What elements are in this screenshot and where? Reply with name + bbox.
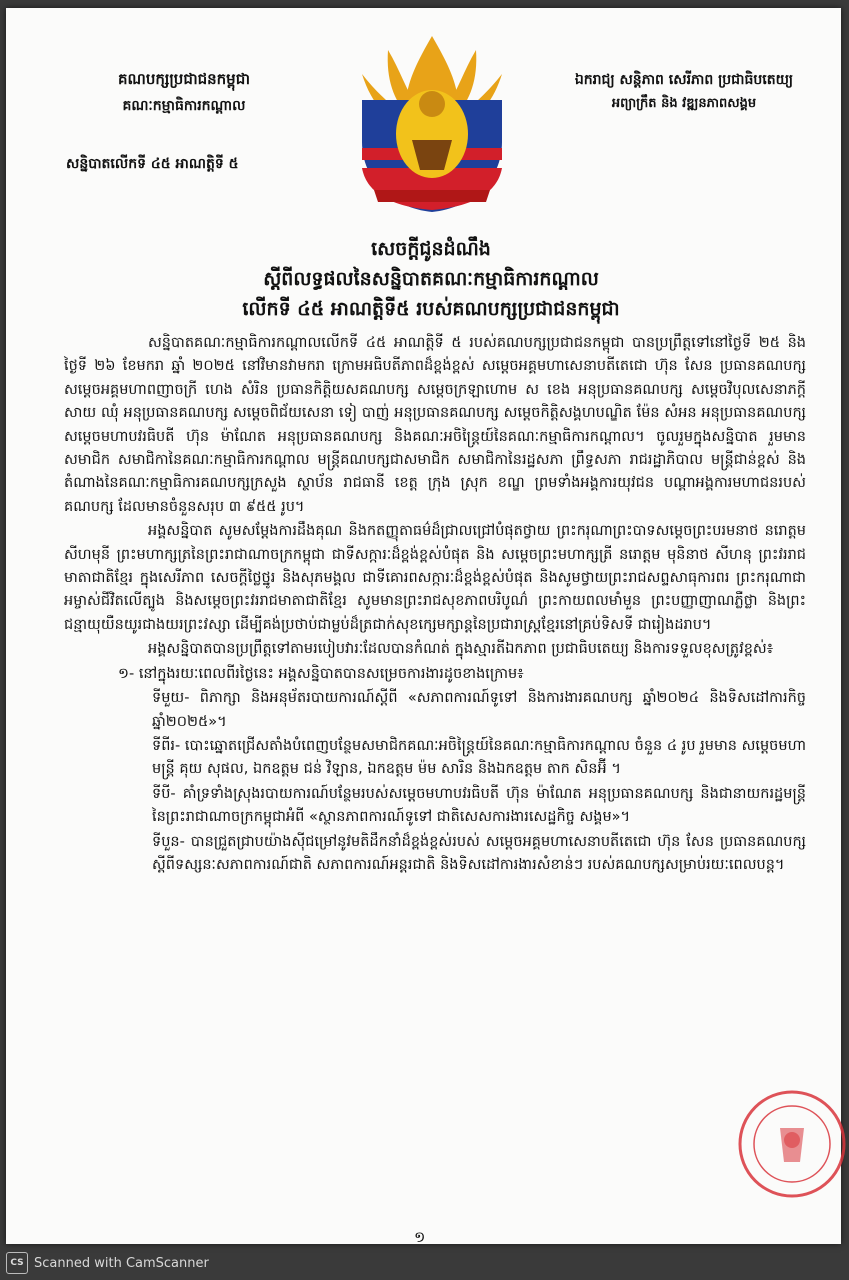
motto-line-1: ឯករាជ្យ សន្តិភាព សេរីភាព ប្រជាធិបតេយ្យ	[574, 72, 794, 88]
list-item-1: ១- នៅក្នុងរយៈពេលពីរថ្ងៃនេះ អង្គសន្និបាតបានសម្រេចការងារដូចខាងក្រោម៖	[118, 665, 524, 682]
motto-line-2: អព្យាក្រឹត និង វឌ្ឍនភាពសង្គម	[611, 96, 757, 111]
scanner-label: Scanned with CamScanner	[34, 1255, 209, 1271]
committee-name: គណៈកម្មាធិការកណ្តាល	[122, 98, 246, 114]
paragraph-3: អង្គសន្និបាតបានប្រព្រឹត្តទៅតាមរបៀបវារៈដែលបានកំណត់ ក្នុងស្មារតីឯកភាព ប្រជាធិបតេយ្យ និងការទទួលខុសត្រូវខ្ពស់៖	[148, 641, 774, 658]
sub-item-3: ទីបី- គាំទ្រទាំងស្រុងរបាយការណ៍បន្ថែមរបស់សម្តេចមហាបវរធិបតី ហ៊ុន ម៉ាណែត អនុប្រធានគណបក្ស និងជានាយករដ្ឋមន្ត្រីនៃព្រះរាជាណាចក្រកម្ពុជាអំពី «ស្ថានភាពការណ៍ទូទៅ ជាតិសេសការងារសេដ្ឋកិច្ច សង្គម»។	[152, 785, 806, 826]
party-logo-icon	[348, 30, 516, 220]
page-number: ១	[414, 1228, 426, 1246]
document-body	[64, 332, 806, 878]
camscanner-logo: CS	[6, 1252, 28, 1274]
sub-item-1: ទីមួយ- ពិភាក្សា និងអនុម័តរបាយការណ៍ស្តីពី «សភាពការណ៍ទូទៅ និងការងារគណបក្ស ឆ្នាំ២០២៤ និងទិសដៅការកិច្ច ឆ្នាំ២០២៥»។	[152, 690, 806, 730]
document-title	[126, 234, 736, 324]
paragraph-1: សន្និបាតគណៈកម្មាធិការកណ្តាលលើកទី ៤៥ អាណត្តិទី ៥ របស់គណបក្សប្រជាជនកម្ពុជា បានប្រព្រឹត្តទៅនៅថ្ងៃទី ២៥ និងថ្ងៃទី ២៦ ខែមករា ឆ្នាំ ២០២៥ នៅវិមានវាមករា ក្រោមអធិបតីភាពដ៏ខ្ពង់ខ្ពស់ សម្តេចអគ្គមហាសេនាបតីតេជោ ហ៊ុន សែន ប្រធានគណបក្ស សម្ដេចអគ្គមហាពញាចក្រី ហេង សំរិន ប្រធានកិត្តិយសគណបក្ស សម្តេចក្រឡាហោម ស ខេង អនុប្រធានគណបក្ស សម្តេចវិបុលសេនាភក្តី សាយ ឈុំ អនុប្រធានគណបក្ស សម្តេចពិជ័យសេនា ទៀ បាញ់ អនុប្រធានគណបក្ស សម្តេចកិត្តិសង្គហបណ្ឌិត ម៉ែន សំអន អនុប្រធានគណបក្ស សម្ដេចមហាបវរធិបតី ហ៊ុន ម៉ាណែត អនុប្រធានគណបក្ស និងគណៈអចិន្ត្រៃយ៍នៃគណៈកម្មាធិការកណ្តាល។ ចូលរួមក្នុងសន្និបាត រួមមាន សមាជិក សមាជិកានៃគណៈកម្មាធិការកណ្តាល មន្ត្រីគណបក្សជាសមាជិក សមាជិកានៃរដ្ឋសភា ព្រឹទ្ធសភា រាជរដ្ឋាភិបាល មន្ត្រីជាន់ខ្ពស់ និងតំណាងនៃគណៈកម្មាធិការគណបក្សក្រសួង ស្ថាប័ន រាជធានី ខេត្ត ក្រុង ស្រុក ខណ្ឌ ព្រមទាំងអង្គការយុវជន បណ្តាអង្គការមហាជនរបស់គណបក្ស ដែលមានចំនួនសរុប ៣ ៩៥៥ រូប។	[64, 335, 806, 515]
title-line-1: សេចក្ដីជូនដំណឹង	[371, 238, 491, 260]
sub-item-4: ទីបួន- បានជ្រួតជ្រាបយ៉ាងស៊ីជម្រៅនូវមតិដឹកនាំដ៏ខ្ពង់ខ្ពស់របស់ សម្តេចអគ្គមហាសេនាបតីតេជោ ហ៊ុន សែន ប្រធានគណបក្ស ស្តីពីទស្សនៈសភាពការណ៍ជាតិ សភាពការណ៍អន្តរជាតិ និងទិសដៅការងារសំខាន់ៗ របស់គណបក្សសម្រាប់រយៈពេលបន្ត។	[152, 833, 806, 873]
document-page	[6, 8, 841, 1244]
title-line-2: ស្តីពីលទ្ធផលនៃសន្និបាតគណៈកម្មាធិការកណ្តាល	[263, 268, 599, 290]
title-line-3: លើកទី ៤៥ អាណត្តិទី៥ របស់គណបក្សប្រជាជនកម្ពុជា	[242, 298, 620, 320]
sub-item-2: ទីពីរ- បោះឆ្នោតជ្រើសតាំងបំពេញបន្ថែមសមាជិកគណៈអចិន្ត្រៃយ៍នៃគណៈកម្មាធិការកណ្តាល ចំនួន ៤ រូប រួមមាន សម្ដេចមហាមន្ត្រី គុយ សុផល, ឯកឧត្តម ជន់ វិឡាន, ឯកឧត្តម ម៉ម សារិន និងឯកឧត្តម តាក សិនអ៊ី ។	[152, 737, 806, 778]
party-name: គណបក្សប្រជាជនកម្ពុជា	[118, 70, 250, 88]
session-label: សន្និបាតលើកទី ៤៥ អាណត្តិទី ៥	[66, 156, 239, 172]
party-header	[84, 70, 284, 117]
scanner-watermark	[0, 1246, 849, 1280]
paragraph-2: អង្គសន្និបាត សូមសម្តែងការដឹងគុណ និងកតញ្ញុតាធម៌ដ៏ជ្រាលជ្រៅបំផុតថ្វាយ ព្រះករុណាព្រះបាទសម្តេចព្រះបរមនាថ នរោត្តម សីហមុនី ព្រះមហាក្សត្រនៃព្រះរាជាណាចក្រកម្ពុជា ជាទីសក្ការៈដ៏ខ្ពង់ខ្ពស់បំផុត និង សម្តេចព្រះមហាក្សត្រី នរោត្តម មុនិនាថ សីហនុ ព្រះវររាជមាតាជាតិខ្មែរ ក្នុងសេរីភាព សេចក្តីថ្លៃថ្នូរ និងសុភមង្គល ជាទីគោរពសក្ការៈដ៏ខ្ពង់ខ្ពស់បំផុត និងសូមថ្វាយព្រះរាជសព្ទសាធុការពរ ព្រះករុណាជាអម្ចាស់ជីវិតលើត្បូង និងសម្តេចព្រះវររាជមាតាជាតិខ្មែរ សូមមានព្រះរាជសុខភាពបរិបូណ៌ ព្រះកាយពលមាំមួន ព្រះបញ្ញាញាណភ្លឺថ្លា និងព្រះជន្មាយុយឺនយូរជាងយរព្រះវស្សា ដើម្បីគង់ប្រថាប់ជាម្លប់ដ៏ត្រជាក់សុខក្សេមក្សាន្តនៃប្រជារាស្ត្រខ្មែរនៅគ្រប់ទិសទី ជារៀងដរាប។	[64, 523, 806, 633]
party-stamp-icon	[736, 1088, 848, 1200]
national-motto	[544, 70, 824, 114]
